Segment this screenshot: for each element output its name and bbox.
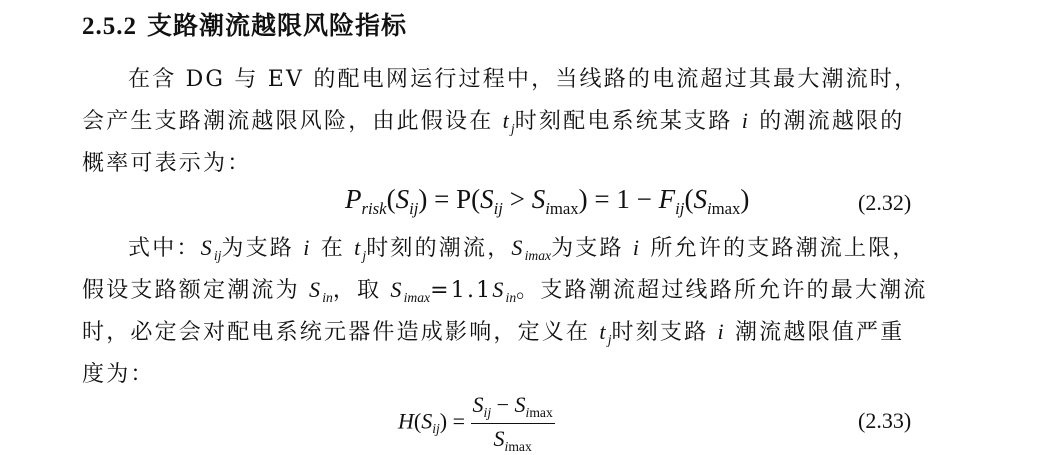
sub-imax2: imax: [403, 289, 431, 305]
para2-text-10: 。支路潮流超过线路所允许的最大潮流: [516, 278, 928, 303]
eq2-ij2: ij: [483, 404, 492, 420]
eq1-ij3: ij: [675, 198, 685, 218]
para2-text-12: 时刻支路: [611, 320, 718, 345]
var-t2: t: [599, 319, 608, 344]
eq1-risk: risk: [361, 198, 387, 218]
var-i3: i: [717, 319, 726, 344]
var-S5: S: [492, 277, 506, 302]
eq2-S1: S: [421, 408, 433, 434]
eq1-ij1: ij: [409, 198, 419, 218]
para2-text-1: 式中：: [128, 236, 201, 261]
eq1-mid2: ) = 1 −: [578, 184, 659, 214]
eq1-max2: max: [711, 198, 741, 218]
equation-number-2-33: (2.33): [858, 408, 912, 433]
var-i: i: [741, 108, 751, 133]
eq2-numerator: [471, 392, 555, 423]
eq1-S4: S: [693, 184, 707, 214]
para2-text-2: 为支路: [221, 236, 304, 261]
sub-j: j: [510, 120, 515, 136]
eq2-max2: max: [508, 438, 532, 454]
para2-text-4: 时刻的潮流，: [366, 236, 512, 261]
var-i1: i: [303, 235, 312, 260]
section-number: 2.5.2: [82, 13, 137, 40]
eq1-i1: i: [545, 198, 550, 218]
eq1-max1: max: [549, 198, 579, 218]
eq1-ij2: ij: [493, 198, 503, 218]
eq2-fraction: [471, 392, 555, 455]
para1-line2: [82, 104, 904, 137]
para2-text-13: 潮流越限值严重: [725, 320, 905, 345]
eq2-S2: S: [472, 392, 484, 417]
var-S2: S: [511, 235, 525, 260]
sub-imax1: imax: [524, 247, 552, 263]
eq2-H: H: [398, 408, 414, 434]
para2-text-3: 在: [311, 236, 355, 261]
para1-line1: [128, 62, 918, 93]
equation-number-2-32: (2.32): [858, 190, 912, 215]
eq2-i2: i: [504, 438, 509, 454]
eq1-i2: i: [706, 198, 712, 218]
var-S4: S: [390, 277, 404, 302]
para2-line2: [82, 273, 928, 306]
eq1-S2: S: [480, 184, 494, 214]
para1-text-2: 会产生支路潮流越限风险，由此假设在: [82, 109, 503, 134]
var-S3: S: [309, 277, 323, 302]
para2-line3: [82, 315, 904, 348]
var-t1: t: [354, 235, 363, 260]
eq1-mid1: ) = P(: [418, 184, 481, 214]
para2-line4: [82, 357, 155, 388]
para1-text-1: 在含 DG 与 EV 的配电网运行过程中，当线路的电流超过其最大潮流时，: [128, 67, 919, 92]
para2-text-6: 所允许的支路潮流上限，: [641, 236, 917, 261]
para1-text-3: 时刻配电系统某支路: [514, 109, 742, 134]
para2-text-8: ，取: [332, 278, 391, 303]
para2-line1: [128, 231, 917, 264]
sub-j1: j: [362, 247, 367, 263]
eq2-i1: i: [525, 404, 530, 420]
eq1-F: F: [658, 184, 676, 214]
equation-2-33: $H(S_{ij})$ = $\frac{S_{ij} - S_{imax}}{S_{imax}}$: [398, 392, 553, 454]
para1-text-5: 概率可表示为：: [82, 151, 252, 176]
var-S1: S: [200, 235, 214, 260]
sub-ij1: ij: [213, 247, 222, 263]
sub-in1: in: [322, 289, 333, 305]
eq2-S3: S: [514, 392, 526, 417]
para1-text-4: 的潮流越限的: [750, 109, 905, 134]
eq2-max1: max: [529, 404, 553, 420]
equation-2-32: $P_{risk}(S_{ij}) = P(S_{ij} > S_{imax}) = 1 - F_{ij}(S_{imax})$: [345, 184, 750, 218]
var-t: t: [502, 108, 511, 133]
para1-line3: [82, 146, 251, 177]
eq1-S1: S: [395, 184, 410, 214]
section-title: 支路潮流越限风险指标: [147, 11, 408, 40]
eq2-minus: −: [491, 392, 515, 417]
eq2-ij1: ij: [432, 421, 440, 437]
para2-text-7: 假设支路额定潮流为: [82, 278, 309, 303]
sub-in2: in: [505, 289, 517, 305]
para2-text-14: 度为：: [82, 362, 155, 387]
var-i2: i: [632, 235, 642, 260]
eq2-denominator: [471, 423, 555, 455]
eq1-gt: >: [502, 184, 532, 214]
para2-text-11: 时，必定会对配电系统元器件造成影响，定义在: [82, 320, 600, 345]
sub-j2: j: [607, 331, 612, 347]
para2-text-5: 为支路: [551, 236, 633, 261]
eq2-S4: S: [493, 425, 505, 451]
eq1-P: P: [345, 184, 362, 214]
section-heading: [82, 6, 407, 42]
eq1-S3: S: [531, 184, 546, 214]
para2-text-9: =1.1: [430, 278, 493, 303]
